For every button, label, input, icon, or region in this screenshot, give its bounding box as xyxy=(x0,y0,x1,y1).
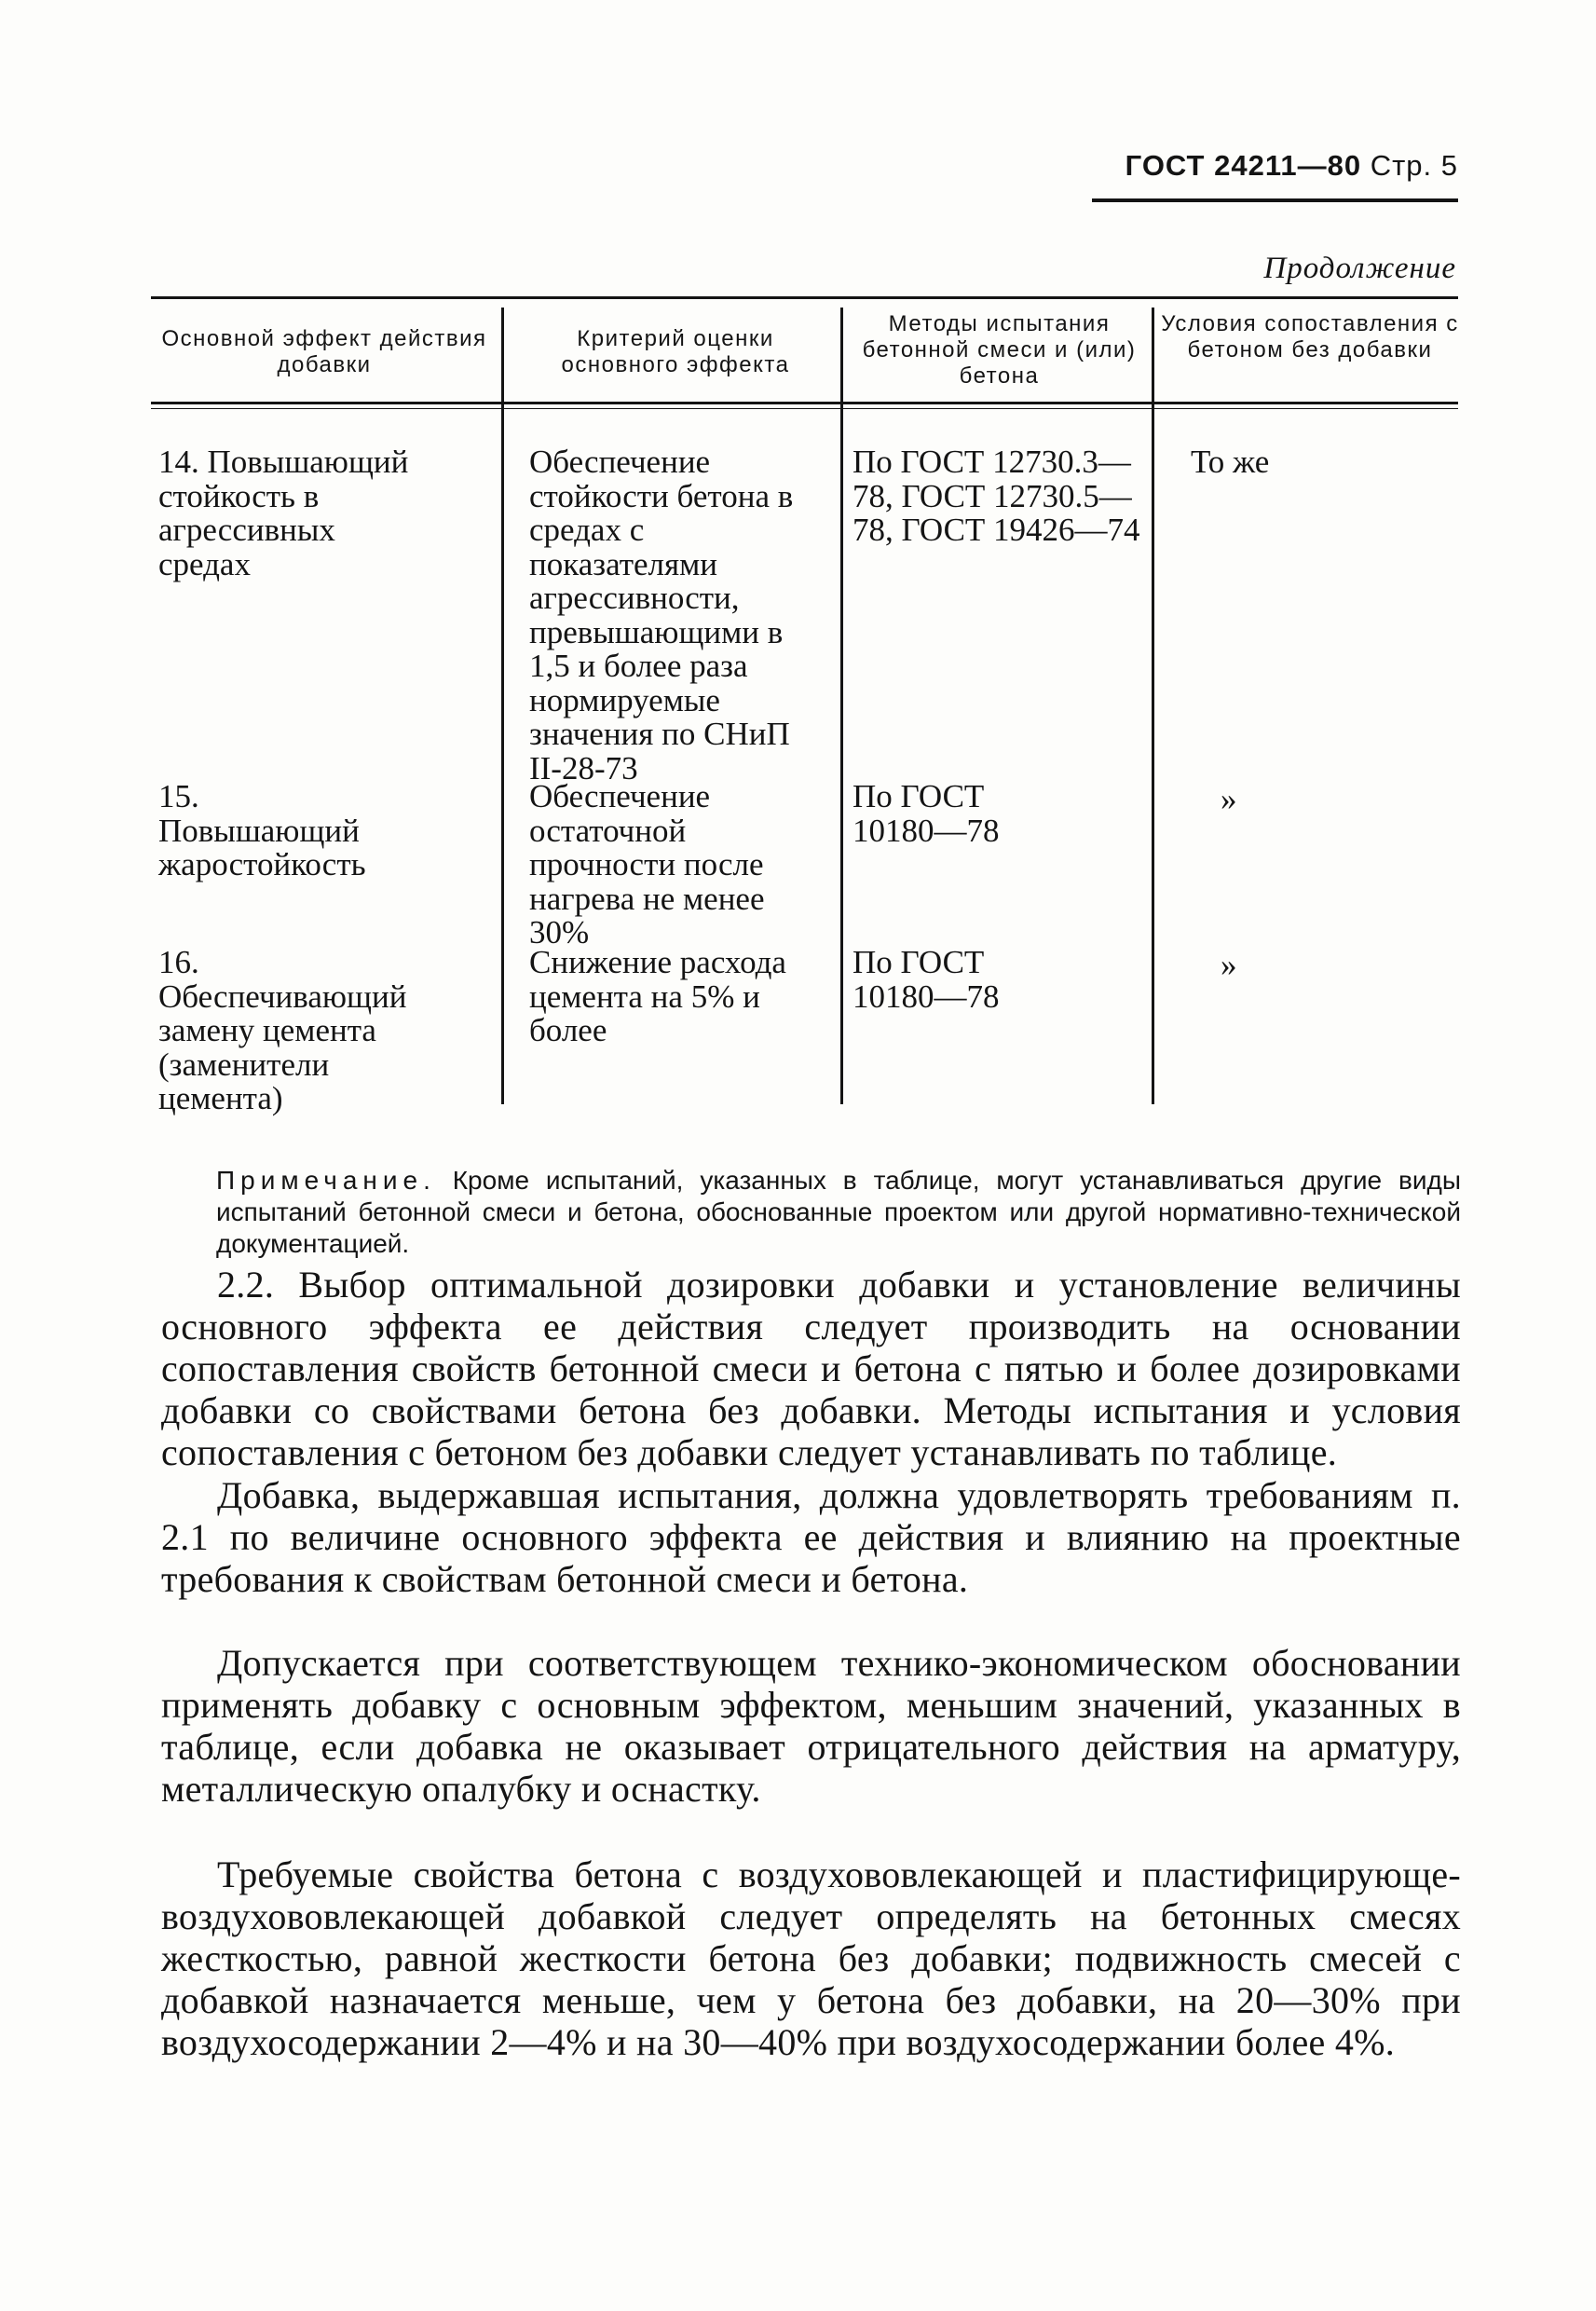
table-header-effect: Основной эффект действия добавки xyxy=(161,326,487,377)
paragraph-additive-requirements: Добавка, выдержавшая испытания, должна удовлетворять требованиям п. 2.1 по величине основного эффекта ее действия и влиянию на проектные требования к свойствам бетонной смеси и бетона. xyxy=(161,1474,1461,1600)
continuation-label: Продолжение xyxy=(1263,252,1456,285)
table-header-rule-thin xyxy=(151,408,1458,409)
table-top-rule xyxy=(151,296,1458,299)
table-cell-methods: По ГОСТ 12730.3—78, ГОСТ 12730.5—78, ГОСТ 19426—74 xyxy=(853,444,1140,548)
column-divider xyxy=(501,308,504,1104)
table-cell-criterion: Снижение расхода цемента на 5% и более xyxy=(529,944,786,1048)
header-rule xyxy=(1092,198,1458,202)
column-divider xyxy=(840,308,843,1104)
standard-number: ГОСТ 24211—80 xyxy=(1125,149,1362,182)
running-header xyxy=(1125,149,1458,183)
table-cell-methods: По ГОСТ 10180—78 xyxy=(853,778,1000,849)
table-cell-effect: 16. Обеспечивающий замену цемента (заменители цемента) xyxy=(158,944,407,1116)
table-cell-conditions: » xyxy=(1221,781,1237,817)
table-cell-conditions: » xyxy=(1221,947,1237,983)
table-cell-methods: По ГОСТ 10180—78 xyxy=(853,944,1000,1015)
paragraph-air-entraining: Требуемые свойства бетона с воздухововлекающей и пластифицирующе-воздухововлекающей добавкой следует определять на бетонных смесях жесткостью, равной жесткости бетона без добавки; подвижность смесей с добавкой назначается меньше, чем у бетона без добавки, на 20—30% при воздухосодержании 2—4% и на 30—40% при воздухосодержании более 4%. xyxy=(161,1853,1461,2063)
paragraph-2-2: 2.2. Выбор оптимальной дозировки добавки и установление величины основного эффекта ее действия следует производить на основании сопоставления свойств бетонной смеси и бетона с пятью и более дозировками добавки со свойствами бетона без добавки. Методы испытания и условия сопоставления с бетоном без добавки следует устанавливать по таблице. xyxy=(161,1264,1461,1473)
table-cell-criterion: Обеспечение стойкости бетона в средах с показателями агрессивности, превышающими в 1,5 и более раза нормируемые значения по СНиП II-28-73 xyxy=(529,444,794,786)
table-header-criterion: Критерий оценки основного эффекта xyxy=(561,326,790,377)
note-label: Примечание. xyxy=(216,1166,436,1195)
table-cell-effect: 14. Повышающий стойкость в агрессивных средах xyxy=(158,444,409,582)
table-note xyxy=(216,1165,1461,1260)
page-number: Стр. 5 xyxy=(1370,149,1458,182)
table-header-conditions: Условия сопоставления с бетоном без добавки xyxy=(1161,311,1459,362)
paragraph-reduced-effect: Допускается при соответствующем технико-экономическом обосновании применять добавку с основным эффектом, меньшим значений, указанных в таблице, если добавка не оказывает отрицательного действия на арматуру, металлическую опалубку и оснастку. xyxy=(161,1642,1461,1810)
note-text: Кроме испытаний, указанных в таблице, могут устанавливаться другие виды испытаний бетонной смеси и бетона, обоснованные проектом или другой нормативно-технической документацией. xyxy=(216,1166,1461,1258)
table-cell-conditions: То же xyxy=(1191,444,1270,480)
table-cell-criterion: Обеспечение остаточной прочности после нагрева не менее 30% xyxy=(529,778,765,950)
table-cell-effect: 15. Повышающий жаростойкость xyxy=(158,778,366,882)
column-divider xyxy=(1152,308,1154,1104)
table-header-rule xyxy=(151,402,1458,404)
table-header-methods: Методы испытания бетонной смеси и (или) бетона xyxy=(862,311,1137,389)
